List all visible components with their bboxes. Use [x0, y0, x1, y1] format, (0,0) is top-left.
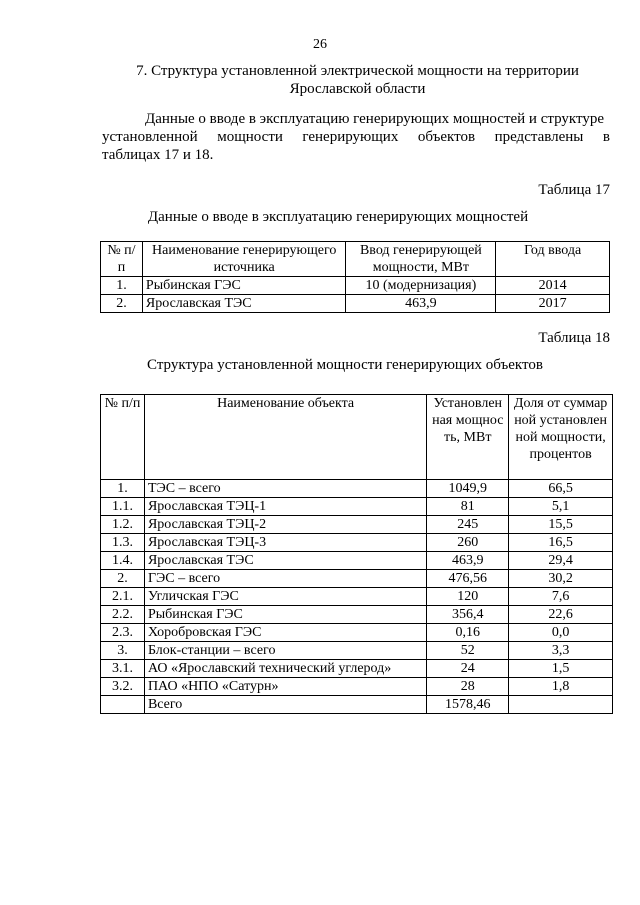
table-cell: 1.3.	[101, 534, 145, 552]
intro-line3: таблицах 17 и 18.	[102, 147, 214, 163]
table-cell: 1.4.	[101, 552, 145, 570]
table-cell: 24	[427, 660, 509, 678]
table18-col-share: Доля от суммарной установленной мощности, процентов	[509, 395, 613, 480]
table-cell: 476,56	[427, 570, 509, 588]
table-row	[101, 570, 613, 588]
table-cell: 0,16	[427, 624, 509, 642]
table-row	[101, 588, 613, 606]
table-row	[101, 516, 613, 534]
table-cell: 2014	[496, 277, 610, 295]
table18	[100, 394, 613, 714]
table17	[100, 241, 610, 313]
table-cell: ГЭС – всего	[144, 570, 426, 588]
table-cell: 3.1.	[101, 660, 145, 678]
table-cell: 1.	[101, 277, 143, 295]
table-cell: Блок-станции – всего	[144, 642, 426, 660]
table-cell: 1578,46	[427, 696, 509, 714]
table-cell: 463,9	[346, 295, 496, 313]
table-cell: 16,5	[509, 534, 613, 552]
table-cell	[101, 696, 145, 714]
table18-body	[101, 480, 613, 714]
table-cell: 1.1.	[101, 498, 145, 516]
table17-col-name: Наименование генерирующего источника	[142, 242, 346, 277]
table-cell: 1.2.	[101, 516, 145, 534]
table-cell: Ярославская ТЭС	[144, 552, 426, 570]
table-cell: 29,4	[509, 552, 613, 570]
table-cell: 0,0	[509, 624, 613, 642]
table-cell: 30,2	[509, 570, 613, 588]
table-row	[101, 606, 613, 624]
table-cell: ПАО «НПО «Сатурн»	[144, 678, 426, 696]
table-cell: 22,6	[509, 606, 613, 624]
table-cell: Рыбинская ГЭС	[144, 606, 426, 624]
table-row	[101, 552, 613, 570]
table-cell: 2.1.	[101, 588, 145, 606]
table18-header-row	[101, 395, 613, 480]
section-title-line2: Ярославской области	[289, 81, 426, 97]
table-cell: 1.	[101, 480, 145, 498]
table-cell: 1,8	[509, 678, 613, 696]
table-row	[101, 480, 613, 498]
table17-col-year: Год ввода	[496, 242, 610, 277]
table-cell: 15,5	[509, 516, 613, 534]
table-cell: 52	[427, 642, 509, 660]
table17-caption: Данные о вводе в эксплуатацию генерирующих мощностей	[147, 209, 529, 225]
table-row	[101, 295, 610, 313]
intro-paragraph	[102, 110, 610, 164]
table17-label: Таблица 17	[538, 182, 610, 198]
table-cell: 2017	[496, 295, 610, 313]
table-cell: 2.3.	[101, 624, 145, 642]
table-row	[101, 277, 610, 295]
table-cell: Рыбинская ГЭС	[142, 277, 346, 295]
section-heading	[100, 62, 615, 98]
table-cell: 3.2.	[101, 678, 145, 696]
table-cell: ТЭС – всего	[144, 480, 426, 498]
intro-line2: установленной мощности генерирующих объектов представлены в	[102, 129, 610, 145]
table-row	[101, 624, 613, 642]
table-cell: 66,5	[509, 480, 613, 498]
table-cell: Угличская ГЭС	[144, 588, 426, 606]
table17-header-row	[101, 242, 610, 277]
table-cell: 120	[427, 588, 509, 606]
table-cell: Ярославская ТЭЦ-1	[144, 498, 426, 516]
table-row	[101, 660, 613, 678]
table-cell: 245	[427, 516, 509, 534]
table-cell: 2.	[101, 295, 143, 313]
table-cell: Всего	[144, 696, 426, 714]
table-cell: АО «Ярославский технический углерод»	[144, 660, 426, 678]
table-cell: 5,1	[509, 498, 613, 516]
table18-col-num: № п/п	[101, 395, 145, 480]
table-row	[101, 534, 613, 552]
table-cell: 3,3	[509, 642, 613, 660]
table-cell: 3.	[101, 642, 145, 660]
table-row	[101, 498, 613, 516]
table-row	[101, 678, 613, 696]
table-row	[101, 696, 613, 714]
table17-col-power: Ввод генерирующей мощности, МВт	[346, 242, 496, 277]
table-cell: 1049,9	[427, 480, 509, 498]
table-cell: Ярославская ТЭЦ-2	[144, 516, 426, 534]
table18-caption: Структура установленной мощности генерирующих объектов	[147, 357, 543, 373]
table18-label: Таблица 18	[538, 330, 610, 346]
table-cell: Ярославская ТЭС	[142, 295, 346, 313]
table-cell: 10 (модернизация)	[346, 277, 496, 295]
intro-line1: Данные о вводе в эксплуатацию генерирующих мощностей и структуре	[145, 111, 605, 127]
table-cell: 2.	[101, 570, 145, 588]
table-cell	[509, 696, 613, 714]
table-cell: 2.2.	[101, 606, 145, 624]
table-cell: 260	[427, 534, 509, 552]
page-number: 26	[313, 37, 327, 52]
table18-col-name: Наименование объекта	[144, 395, 426, 480]
table18-col-power: Установленная мощность, МВт	[427, 395, 509, 480]
table-cell: 7,6	[509, 588, 613, 606]
table-cell: Ярославская ТЭЦ-3	[144, 534, 426, 552]
table-cell: 463,9	[427, 552, 509, 570]
table17-col-num: № п/п	[101, 242, 143, 277]
table-cell: 1,5	[509, 660, 613, 678]
table-cell: 356,4	[427, 606, 509, 624]
table-cell: Хоробровская ГЭС	[144, 624, 426, 642]
table-row	[101, 642, 613, 660]
section-title-line1: 7. Структура установленной электрической мощности на территории	[136, 63, 579, 79]
table-cell: 81	[427, 498, 509, 516]
table-cell: 28	[427, 678, 509, 696]
